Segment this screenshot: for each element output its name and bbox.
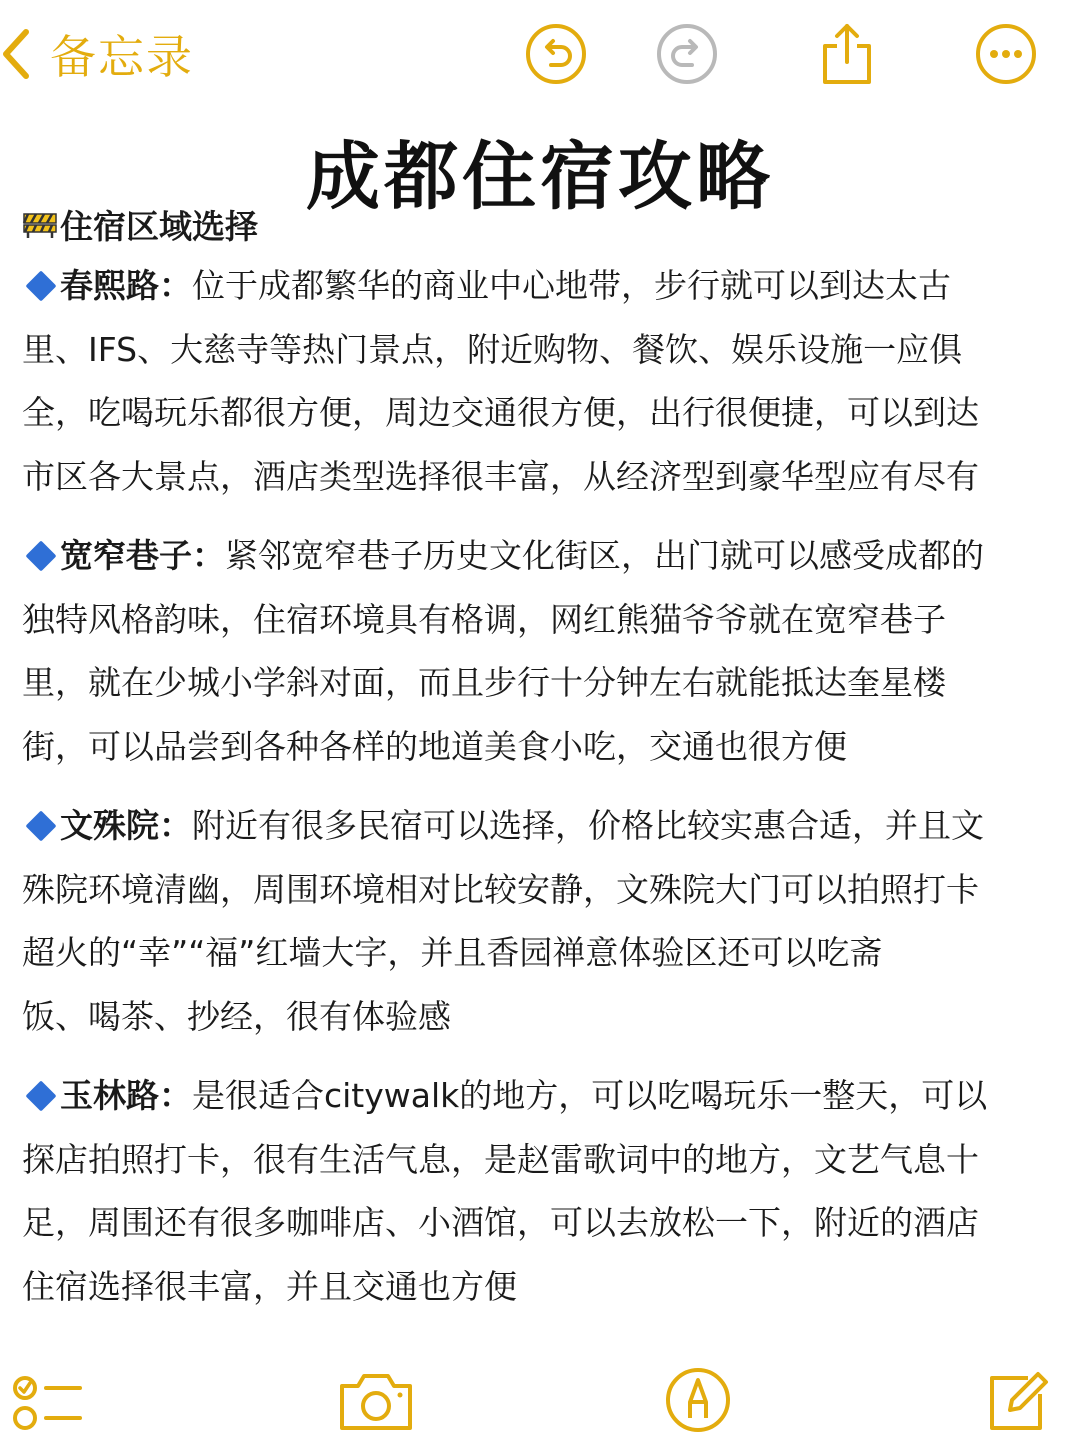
blue-diamond-icon bbox=[25, 540, 56, 571]
area-paragraph-kuanzhai bbox=[22, 524, 1062, 778]
text-line: 独特风格韵味，住宿环境具有格调，网红熊猫爷爷就在宽窄巷子 bbox=[22, 599, 946, 639]
text-line: 市区各大景点，酒店类型选择很丰富，从经济型到豪华型应有尽有 bbox=[22, 456, 979, 496]
camera-icon bbox=[336, 1368, 416, 1434]
blue-diamond-icon bbox=[25, 810, 56, 841]
text-line: 街，可以品尝到各种各样的地道美食小吃，交通也很方便 bbox=[22, 726, 847, 766]
text-line: 饭、喝茶、抄经，很有体验感 bbox=[22, 996, 451, 1036]
text-line: 超火的“幸”“福”红墙大字，并且香园禅意体验区还可以吃斋 bbox=[22, 933, 883, 972]
text-line: 紧邻宽窄巷子历史文化街区，出门就可以感受成都的 bbox=[225, 536, 984, 575]
compose-button[interactable] bbox=[984, 1370, 1050, 1438]
area-name: 春熙路： bbox=[60, 266, 192, 305]
share-icon bbox=[815, 22, 879, 86]
note-title[interactable]: 成都住宿攻略 bbox=[306, 134, 774, 220]
blue-diamond-icon bbox=[25, 270, 56, 301]
text-line: 是很适合citywalk的地方，可以吃喝玩乐一整天，可以 bbox=[192, 1076, 988, 1115]
area-paragraph-wenshu bbox=[22, 794, 1062, 1048]
text-line: 探店拍照打卡，很有生活气息，是赵雷歌词中的地方，文艺气息十 bbox=[22, 1139, 979, 1179]
note-body[interactable] bbox=[22, 198, 1062, 1318]
back-button[interactable] bbox=[0, 22, 194, 86]
text-line: 里，就在少城小学斜对面，而且步行十分钟左右就能抵达奎星楼 bbox=[22, 663, 946, 702]
text-line: 附近有很多民宿可以选择，价格比较实惠合适，并且文 bbox=[192, 806, 984, 845]
text-line: 位于成都繁华的商业中心地带，步行就可以到达太古 bbox=[192, 266, 951, 305]
construction-barrier-icon bbox=[22, 210, 58, 238]
more-icon bbox=[974, 22, 1038, 86]
share-button[interactable] bbox=[815, 22, 879, 86]
compose-icon bbox=[984, 1370, 1050, 1434]
more-button[interactable] bbox=[974, 22, 1038, 86]
area-name: 宽窄巷子： bbox=[60, 536, 225, 575]
undo-icon bbox=[524, 22, 588, 86]
back-label: 备忘录 bbox=[50, 30, 194, 84]
redo-icon bbox=[655, 22, 719, 86]
bottom-toolbar bbox=[0, 1362, 1080, 1440]
checklist-button[interactable] bbox=[12, 1374, 84, 1436]
text-line: 殊院环境清幽，周围环境相对比较安静，文殊院大门可以拍照打卡 bbox=[22, 869, 979, 909]
section-heading-text: 住宿区域选择 bbox=[60, 206, 258, 246]
markup-pen-icon bbox=[664, 1366, 732, 1434]
text-line: 住宿选择很丰富，并且交通也方便 bbox=[22, 1266, 517, 1306]
checklist-icon bbox=[12, 1374, 84, 1432]
area-paragraph-yulin bbox=[22, 1064, 1062, 1318]
text-line: 足，周围还有很多咖啡店、小酒馆，可以去放松一下，附近的酒店 bbox=[22, 1203, 979, 1242]
text-line: 里、IFS、大慈寺等热门景点，附近购物、餐饮、娱乐设施一应俱 bbox=[22, 329, 963, 369]
blue-diamond-icon bbox=[25, 1080, 56, 1111]
text-line: 全，吃喝玩乐都很方便，周边交通很方便，出行很便捷，可以到达 bbox=[22, 393, 979, 432]
chevron-left-icon bbox=[0, 26, 32, 82]
area-name: 玉林路： bbox=[60, 1076, 192, 1115]
top-navigation-bar bbox=[0, 0, 1080, 110]
area-paragraph-chunxi bbox=[22, 254, 1062, 508]
area-name: 文殊院： bbox=[60, 806, 192, 845]
camera-button[interactable] bbox=[336, 1368, 416, 1438]
section-heading bbox=[22, 198, 1062, 250]
markup-button[interactable] bbox=[664, 1366, 732, 1438]
redo-button[interactable] bbox=[655, 22, 719, 86]
undo-button[interactable] bbox=[524, 22, 588, 86]
